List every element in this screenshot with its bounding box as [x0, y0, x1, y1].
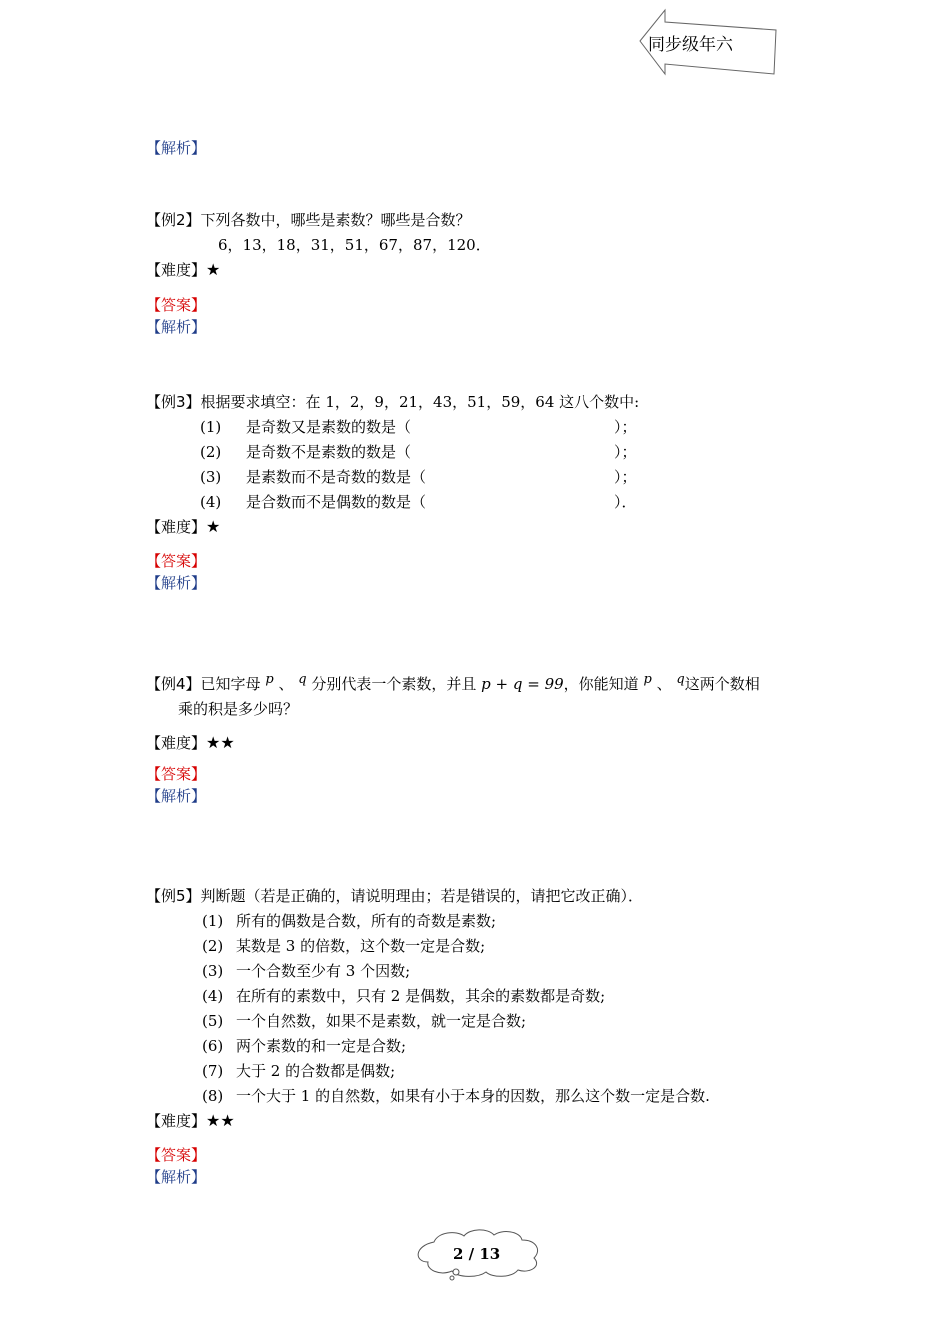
ex3-question: 根据要求填空：在 1，2，9，21，43，51，59，64 这八个数中: [200, 393, 640, 411]
ex5-item-num: (1) [202, 912, 224, 930]
ex5-item-5 [202, 1010, 526, 1031]
ex5-question: 判断题（若是正确的，请说明理由；若是错误的，请把它改正确）． [200, 887, 644, 905]
ex5-item-num: (2) [202, 937, 224, 955]
ex3-item-close: ）； [614, 443, 637, 461]
ex5-item-num: (5) [202, 1012, 224, 1030]
ex5-item-text: 两个素数的和一定是合数; [236, 1037, 407, 1055]
ex4-text-3: ，你能知道 [563, 675, 639, 693]
ex4-analysis-label: 【解析】 [146, 787, 207, 805]
ex3-item-close: ）； [614, 418, 637, 436]
ex4-difficulty-label: 【难度】 [146, 734, 207, 752]
ex2-difficulty-label: 【难度】 [146, 261, 207, 279]
ex4-tag: 【例4】 [146, 675, 201, 693]
ex3-answer-label: 【答案】 [146, 552, 207, 570]
ex3-item-2 [200, 441, 411, 462]
ex5-item-text: 所有的偶数是合数，所有的奇数是素数; [236, 912, 497, 930]
ex3-item-text: 是奇数不是素数的数是（ [246, 443, 412, 461]
ex2-question: 下列各数中，哪些是素数？哪些是合数？ [200, 211, 471, 229]
ex5-analysis-label: 【解析】 [146, 1168, 207, 1186]
ex5-item-text: 大于 2 的合数都是偶数; [236, 1062, 396, 1080]
ex2-difficulty-stars: ★ [206, 260, 221, 279]
ex3-analysis-label: 【解析】 [146, 574, 207, 592]
ex3-item-1 [200, 416, 411, 437]
ex5-item-num: (6) [202, 1037, 224, 1055]
ex4-text-4: 这两个数相 [684, 675, 760, 693]
ex5-item-text: 一个合数至少有 3 个因数; [236, 962, 411, 980]
ex3-difficulty-label: 【难度】 [146, 518, 207, 536]
header-tab-label: 同步级年六 [648, 35, 733, 55]
ex5-tag: 【例5】 [146, 887, 201, 905]
ex5-item-num: (7) [202, 1062, 224, 1080]
ex3-item-3 [200, 466, 426, 487]
ex4-line-2: 乘的积是多少吗？ [178, 700, 299, 718]
ex3-item-close: ）； [614, 468, 637, 486]
ex3-item-num: (3) [200, 468, 222, 486]
ex2-answer-label: 【答案】 [146, 296, 207, 314]
ex2-analysis-label: 【解析】 [146, 318, 207, 336]
ex1-analysis-label: 【解析】 [146, 139, 207, 157]
ex2-tag: 【例2】 [146, 211, 201, 229]
ex4-difficulty-stars: ★★ [206, 733, 235, 752]
ex4-text-2: 分别代表一个素数，并且 [311, 675, 477, 693]
ex5-item-6 [202, 1035, 406, 1056]
ex5-item-4 [202, 985, 605, 1006]
ex5-question-line [146, 885, 643, 906]
ex4-sep: 、 [278, 675, 294, 693]
ex4-var-p-2: p [643, 672, 652, 687]
ex3-item-text: 是奇数又是素数的数是（ [246, 418, 412, 436]
ex2-difficulty [146, 259, 220, 280]
ex4-var-p: p [265, 672, 274, 687]
header-tab [638, 8, 780, 78]
ex3-item-num: (1) [200, 418, 222, 436]
ex3-question-line [146, 391, 639, 412]
ex3-tag: 【例3】 [146, 393, 201, 411]
ex4-var-q-2: q [676, 672, 685, 687]
ex5-item-num: (3) [202, 962, 224, 980]
ex4-answer-label: 【答案】 [146, 765, 207, 783]
ex4-equation: p + q = 99 [481, 675, 564, 693]
ex5-item-text: 一个自然数，如果不是素数，就一定是合数; [236, 1012, 527, 1030]
ex3-difficulty-stars: ★ [206, 517, 221, 536]
ex5-difficulty [146, 1110, 235, 1131]
ex3-item-close: ）． [614, 493, 637, 511]
ex2-question-line [146, 209, 471, 230]
page-indicator-text: 2 / 13 [453, 1245, 501, 1263]
ex5-item-2 [202, 935, 485, 956]
ex4-question-line [146, 673, 760, 694]
ex3-item-4 [200, 491, 426, 512]
ex5-item-1 [202, 910, 496, 931]
ex2-numbers: 6，13，18，31，51，67，87，120． [218, 236, 491, 254]
ex4-var-q: q [298, 672, 307, 687]
page-indicator [412, 1228, 544, 1282]
ex5-item-text: 在所有的素数中，只有 2 是偶数，其余的素数都是奇数; [236, 987, 606, 1005]
ex5-item-8 [202, 1085, 710, 1106]
ex5-answer-label: 【答案】 [146, 1146, 207, 1164]
ex5-difficulty-label: 【难度】 [146, 1112, 207, 1130]
ex3-item-text: 是合数而不是偶数的数是（ [246, 493, 427, 511]
ex5-difficulty-stars: ★★ [206, 1111, 235, 1130]
ex4-sep-2: 、 [656, 675, 672, 693]
ex5-item-text: 一个大于 1 的自然数，如果有小于本身的因数，那么这个数一定是合数. [236, 1087, 710, 1105]
ex3-item-num: (2) [200, 443, 222, 461]
ex3-difficulty [146, 516, 220, 537]
ex5-item-3 [202, 960, 410, 981]
ex4-difficulty [146, 732, 235, 753]
ex3-item-text: 是素数而不是奇数的数是（ [246, 468, 427, 486]
ex5-item-num: (8) [202, 1087, 224, 1105]
ex4-text-1: 已知字母 [200, 675, 261, 693]
ex5-item-text: 某数是 3 的倍数，这个数一定是合数; [236, 937, 486, 955]
ex5-item-7 [202, 1060, 395, 1081]
ex3-item-num: (4) [200, 493, 222, 511]
ex5-item-num: (4) [202, 987, 224, 1005]
